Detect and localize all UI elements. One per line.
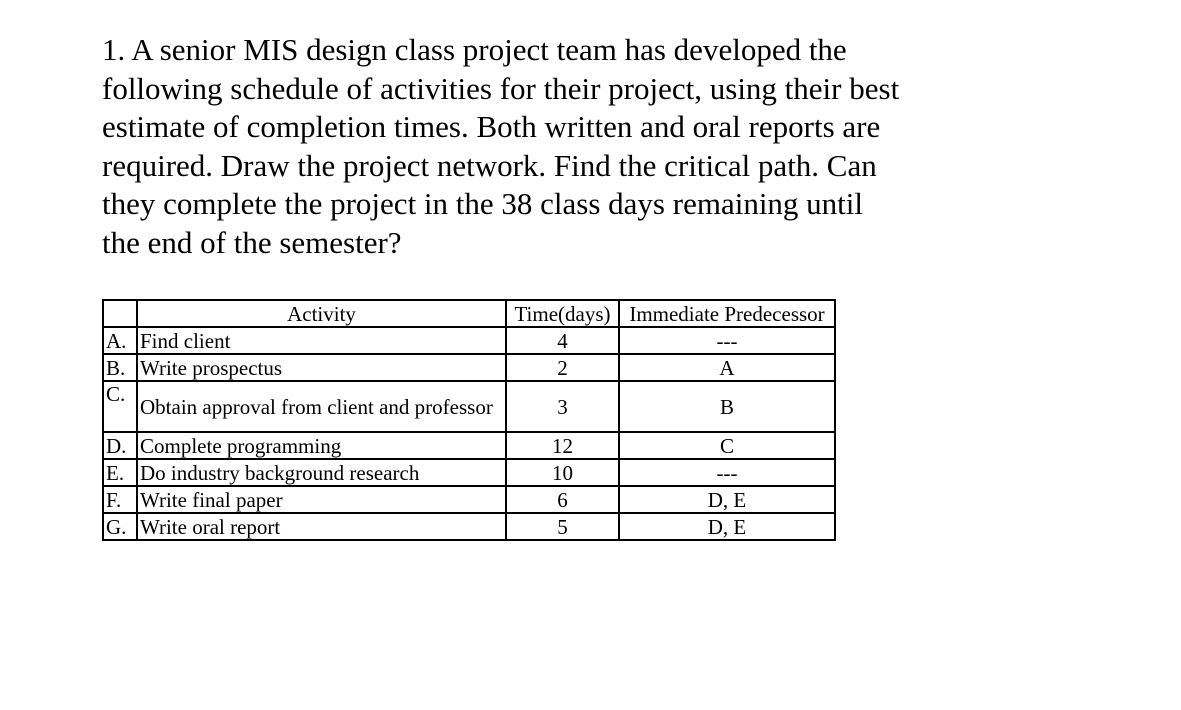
activity-time: 4 xyxy=(506,327,619,354)
activity-letter: C. xyxy=(103,381,137,432)
header-time: Time(days) xyxy=(506,300,619,327)
activity-letter: G. xyxy=(103,513,137,540)
activity-time: 12 xyxy=(506,432,619,459)
activity-predecessor: A xyxy=(619,354,835,381)
table-row xyxy=(103,459,835,486)
table-row xyxy=(103,513,835,540)
activity-name: Do industry background research xyxy=(137,459,506,486)
question-text xyxy=(102,31,1002,263)
activity-time: 3 xyxy=(506,381,619,432)
table-row xyxy=(103,432,835,459)
activity-name: Find client xyxy=(137,327,506,354)
activity-letter: A. xyxy=(103,327,137,354)
question-line: required. Draw the project network. Find the critical path. Can xyxy=(102,147,877,183)
activity-name: Write oral report xyxy=(137,513,506,540)
table-row xyxy=(103,381,835,432)
question-line: following schedule of activities for their project, using their best xyxy=(102,70,900,106)
table-row xyxy=(103,327,835,354)
table-header-row xyxy=(103,300,835,327)
activity-predecessor: D, E xyxy=(619,486,835,513)
header-activity: Activity xyxy=(137,300,506,327)
question-line: 1. A senior MIS design class project team has developed the xyxy=(102,32,847,67)
activity-name: Write final paper xyxy=(137,486,506,513)
table-row xyxy=(103,486,835,513)
activity-time: 5 xyxy=(506,513,619,540)
activity-predecessor: B xyxy=(619,381,835,432)
activity-time: 2 xyxy=(506,354,619,381)
activity-time: 10 xyxy=(506,459,619,486)
question-line: the end of the semester? xyxy=(102,224,402,260)
activity-time: 6 xyxy=(506,486,619,513)
activity-letter: E. xyxy=(103,459,137,486)
activity-name: Obtain approval from client and professor xyxy=(137,381,506,432)
activity-predecessor: D, E xyxy=(619,513,835,540)
activity-schedule-table xyxy=(102,299,836,541)
question-line: estimate of completion times. Both written and oral reports are xyxy=(102,109,881,145)
table-row xyxy=(103,354,835,381)
header-letter xyxy=(103,300,137,327)
activity-letter: F. xyxy=(103,486,137,513)
activity-name: Complete programming xyxy=(137,432,506,459)
activity-predecessor: C xyxy=(619,432,835,459)
header-predecessor: Immediate Predecessor xyxy=(619,300,835,327)
activity-predecessor: --- xyxy=(619,327,835,354)
activity-name: Write prospectus xyxy=(137,354,506,381)
activity-predecessor: --- xyxy=(619,459,835,486)
activity-letter: B. xyxy=(103,354,137,381)
activity-letter: D. xyxy=(103,432,137,459)
question-line: they complete the project in the 38 class days remaining until xyxy=(102,186,864,222)
